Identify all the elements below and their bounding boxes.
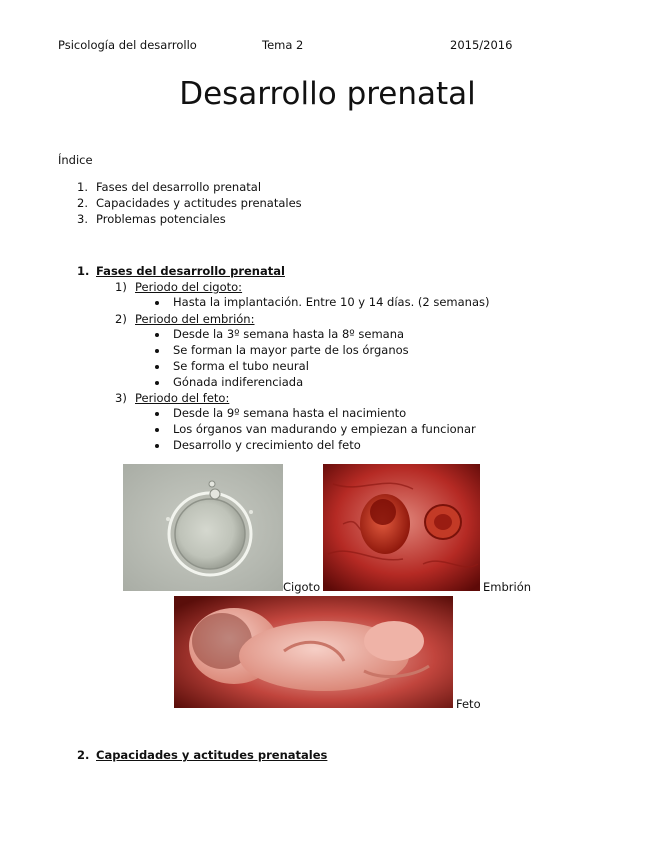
bullet-dot	[155, 381, 159, 385]
period-bullet: Los órganos van madurando y empiezan a funcionar	[173, 422, 476, 436]
period-bullet: Desarrollo y crecimiento del feto	[173, 438, 361, 452]
header-year: 2015/2016	[450, 38, 513, 52]
period-title: Periodo del feto:	[135, 391, 230, 405]
bullet-dot	[155, 333, 159, 337]
index-item-num: 3.	[77, 212, 88, 226]
embryo-image	[323, 464, 480, 591]
period-bullet: Gónada indiferenciada	[173, 375, 304, 389]
bullet-dot	[155, 349, 159, 353]
section1-number: 1.	[77, 264, 90, 278]
page-title: Desarrollo prenatal	[179, 76, 476, 112]
bullet-dot	[155, 428, 159, 432]
period-number: 3)	[115, 391, 127, 405]
period-title: Periodo del cigoto:	[135, 280, 243, 294]
period-bullet: Se forma el tubo neural	[173, 359, 309, 373]
period-bullet: Se forman la mayor parte de los órganos	[173, 343, 409, 357]
header-course: Psicología del desarrollo	[58, 38, 197, 52]
index-item-num: 2.	[77, 196, 88, 210]
index-item: Fases del desarrollo prenatal	[96, 180, 262, 194]
section1-heading: Fases del desarrollo prenatal	[96, 264, 285, 278]
period-number: 1)	[115, 280, 127, 294]
section2-heading: Capacidades y actitudes prenatales	[96, 748, 328, 762]
bullet-dot	[155, 365, 159, 369]
embryo-caption: Embrión	[483, 580, 532, 594]
period-bullet: Hasta la implantación. Entre 10 y 14 días. (2 semanas)	[173, 295, 490, 309]
zygote-caption: Cigoto	[283, 580, 321, 594]
fetus-caption: Feto	[456, 697, 481, 711]
section2-number: 2.	[77, 748, 90, 762]
period-bullet: Desde la 9º semana hasta el nacimiento	[173, 406, 407, 420]
index-heading: Índice	[58, 153, 93, 167]
header-topic: Tema 2	[262, 38, 304, 52]
bullet-dot	[155, 412, 159, 416]
period-number: 2)	[115, 312, 127, 326]
period-bullet: Desde la 3º semana hasta la 8º semana	[173, 327, 405, 341]
period-title: Periodo del embrión:	[135, 312, 255, 326]
fetus-image	[174, 596, 453, 708]
index-item-num: 1.	[77, 180, 88, 194]
zygote-image	[123, 464, 283, 591]
index-item: Problemas potenciales	[96, 212, 226, 226]
bullet-dot	[155, 444, 159, 448]
index-item: Capacidades y actitudes prenatales	[96, 196, 302, 210]
bullet-dot	[155, 301, 159, 305]
